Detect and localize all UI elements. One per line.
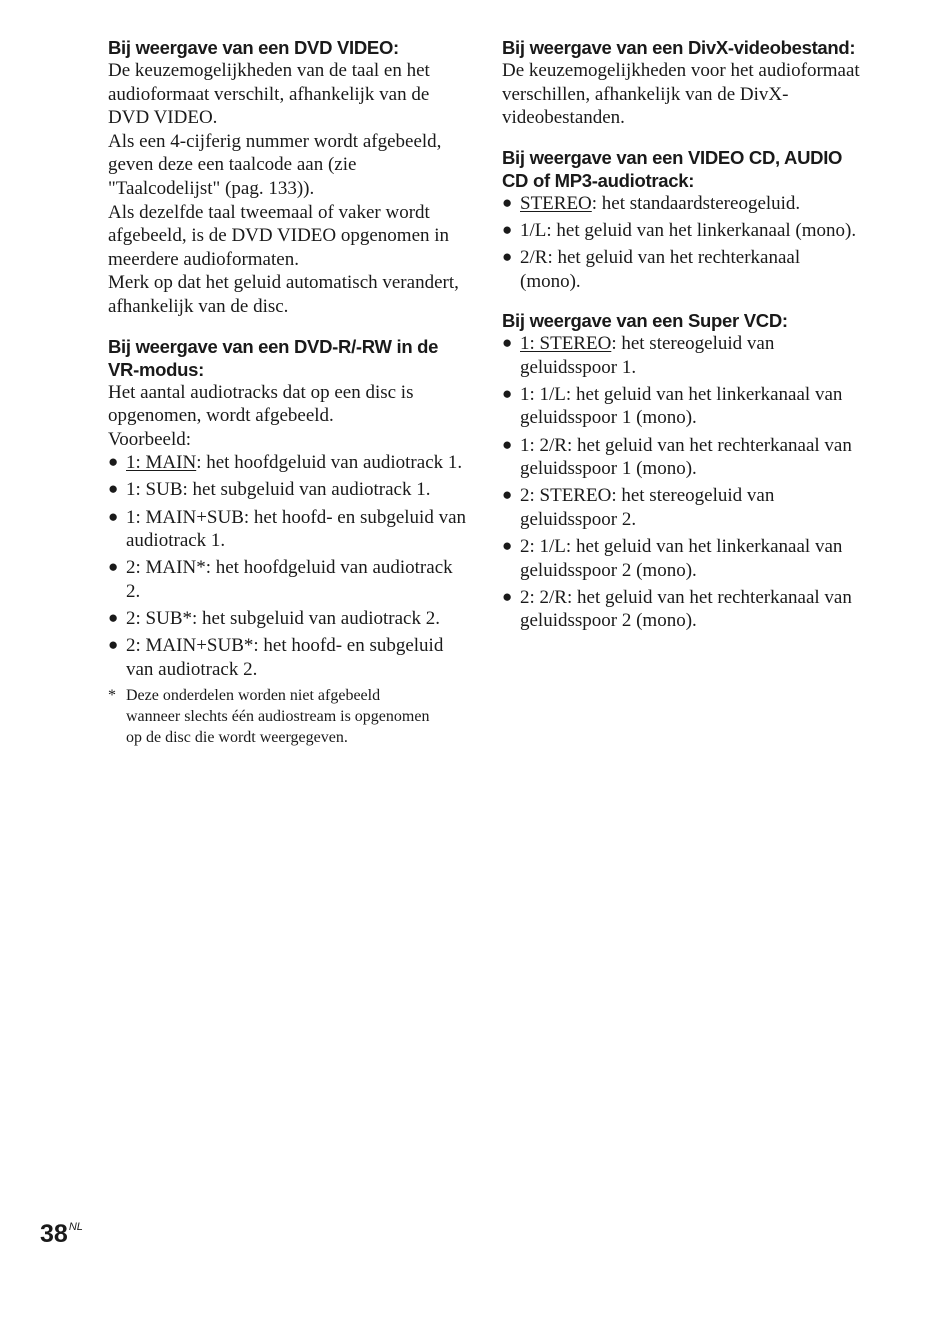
default-option: 1: MAIN	[126, 452, 197, 474]
footnote	[108, 685, 436, 748]
option-name: 2: SUB*	[126, 607, 192, 629]
paragraph: Als een 4-cijferig nummer wordt afgebeeld, geven deze een taalcode aan (zie "Taalcodelijst" (pag. 133)).	[108, 130, 442, 199]
option-name: 1: MAIN+SUB	[126, 506, 244, 528]
bullet-icon: ●	[502, 333, 513, 353]
bullet-icon: ●	[108, 479, 119, 499]
bullet-icon: ●	[108, 506, 119, 526]
option-description: : het geluid van het linkerkanaal van geluidsspoor 2 (mono).	[520, 535, 843, 581]
default-option: 1: STEREO	[520, 333, 612, 355]
option-name: 2: MAIN*	[126, 557, 206, 579]
bullet-icon: ●	[108, 607, 119, 627]
footnote-text: Deze onderdelen worden niet afgebeeld wanneer slechts één audiostream is opgenomen op de disc die wordt weergegeven.	[126, 686, 430, 746]
list-item	[502, 383, 862, 430]
option-description: : het geluid van het rechterkanaal (mono).	[520, 246, 801, 292]
section-dvd-video	[108, 36, 468, 319]
option-name: 2: 1/L	[520, 535, 566, 557]
section-dvd-vr-mode	[108, 335, 468, 748]
section-heading: Bij weergave van een DVD VIDEO:	[108, 37, 399, 58]
footnote-marker: *	[108, 686, 116, 704]
page-number-value: 38	[40, 1220, 68, 1248]
section-super-vcd	[502, 309, 862, 633]
section-divx	[502, 36, 862, 130]
option-name: 2: STEREO	[520, 485, 612, 507]
section-heading: Bij weergave van een VIDEO CD, AUDIO CD of MP3-audiotrack:	[502, 146, 843, 191]
option-description: : het geluid van het rechterkanaal van geluidsspoor 1 (mono).	[520, 434, 852, 480]
paragraph: Merk op dat het geluid automatisch verandert, afhankelijk van de disc.	[108, 272, 459, 317]
option-name: 2: 2/R	[520, 586, 567, 608]
paragraph: Als dezelfde taal tweemaal of vaker wordt afgebeeld, is de DVD VIDEO opgenomen in meerdere audioformaten.	[108, 201, 450, 270]
paragraph: Het aantal audiotracks dat op een disc is opgenomen, wordt afgebeeld.	[108, 381, 414, 427]
option-description: : het geluid van het linkerkanaal van geluidsspoor 1 (mono).	[520, 383, 843, 429]
list-item	[502, 434, 862, 481]
bullet-icon: ●	[502, 434, 513, 454]
option-list	[502, 332, 862, 633]
paragraph: Voorbeeld:	[108, 428, 192, 450]
default-option: STEREO	[520, 192, 592, 214]
list-item	[502, 246, 862, 293]
option-description: : het hoofdgeluid van audiotrack 2.	[126, 557, 453, 602]
paragraph: De keuzemogelijkheden voor het audioformaat verschillen, afhankelijk van de DivX-videobestanden.	[502, 60, 860, 129]
list-item	[108, 556, 468, 603]
option-name: 1/L	[520, 219, 547, 241]
option-description: : het hoofd- en subgeluid van audiotrack 1.	[126, 506, 467, 552]
bullet-icon: ●	[502, 535, 513, 555]
list-item	[108, 634, 468, 681]
list-item	[502, 535, 862, 582]
bullet-icon: ●	[108, 452, 119, 472]
list-item	[502, 332, 862, 379]
bullet-icon: ●	[502, 192, 513, 212]
bullet-icon: ●	[502, 219, 513, 239]
list-item	[108, 506, 468, 553]
option-description: : het hoofd- en subgeluid van audiotrack 2.	[126, 634, 444, 680]
right-column	[502, 36, 862, 649]
left-column	[108, 36, 468, 764]
option-list	[108, 451, 468, 681]
bullet-icon: ●	[502, 383, 513, 403]
list-item	[502, 484, 862, 531]
list-item	[502, 586, 862, 633]
option-name: 2/R	[520, 246, 548, 268]
option-description: : het subgeluid van audiotrack 1.	[182, 479, 431, 501]
section-heading: Bij weergave van een DVD-R/-RW in de VR-modus:	[108, 335, 439, 380]
section-heading: Bij weergave van een DivX-videobestand:	[502, 37, 856, 58]
bullet-icon: ●	[502, 586, 513, 606]
bullet-icon: ●	[108, 634, 119, 654]
section-heading: Bij weergave van een Super VCD:	[502, 310, 788, 332]
list-item	[502, 192, 862, 216]
list-item	[108, 607, 468, 631]
option-description: : het standaardstereogeluid.	[591, 192, 801, 214]
bullet-icon: ●	[502, 485, 513, 505]
option-name: 1: SUB	[126, 479, 183, 501]
option-list	[502, 192, 862, 293]
option-description: : het stereogeluid van geluidsspoor 1.	[520, 333, 775, 378]
option-description: : het hoofdgeluid van audiotrack 1.	[196, 452, 463, 474]
option-description: : het stereogeluid van geluidsspoor 2.	[520, 485, 775, 530]
bullet-icon: ●	[108, 557, 119, 577]
page-number	[40, 1212, 83, 1249]
language-code: NL	[68, 1221, 83, 1233]
option-description: : het geluid van het rechterkanaal van geluidsspoor 2 (mono).	[520, 586, 852, 632]
option-name: 2: MAIN+SUB*	[126, 634, 254, 656]
paragraph: De keuzemogelijkheden van de taal en het audioformaat verschilt, afhankelijk van de DVD VIDEO.	[108, 60, 430, 129]
option-description: : het subgeluid van audiotrack 2.	[192, 607, 440, 629]
list-item	[108, 451, 468, 475]
list-item	[502, 219, 862, 243]
option-name: 1: 2/R	[520, 434, 567, 456]
option-description: : het geluid van het linkerkanaal (mono).	[546, 219, 857, 241]
option-name: 1: 1/L	[520, 383, 566, 405]
list-item	[108, 478, 468, 502]
bullet-icon: ●	[502, 246, 513, 266]
section-video-cd	[502, 146, 862, 293]
